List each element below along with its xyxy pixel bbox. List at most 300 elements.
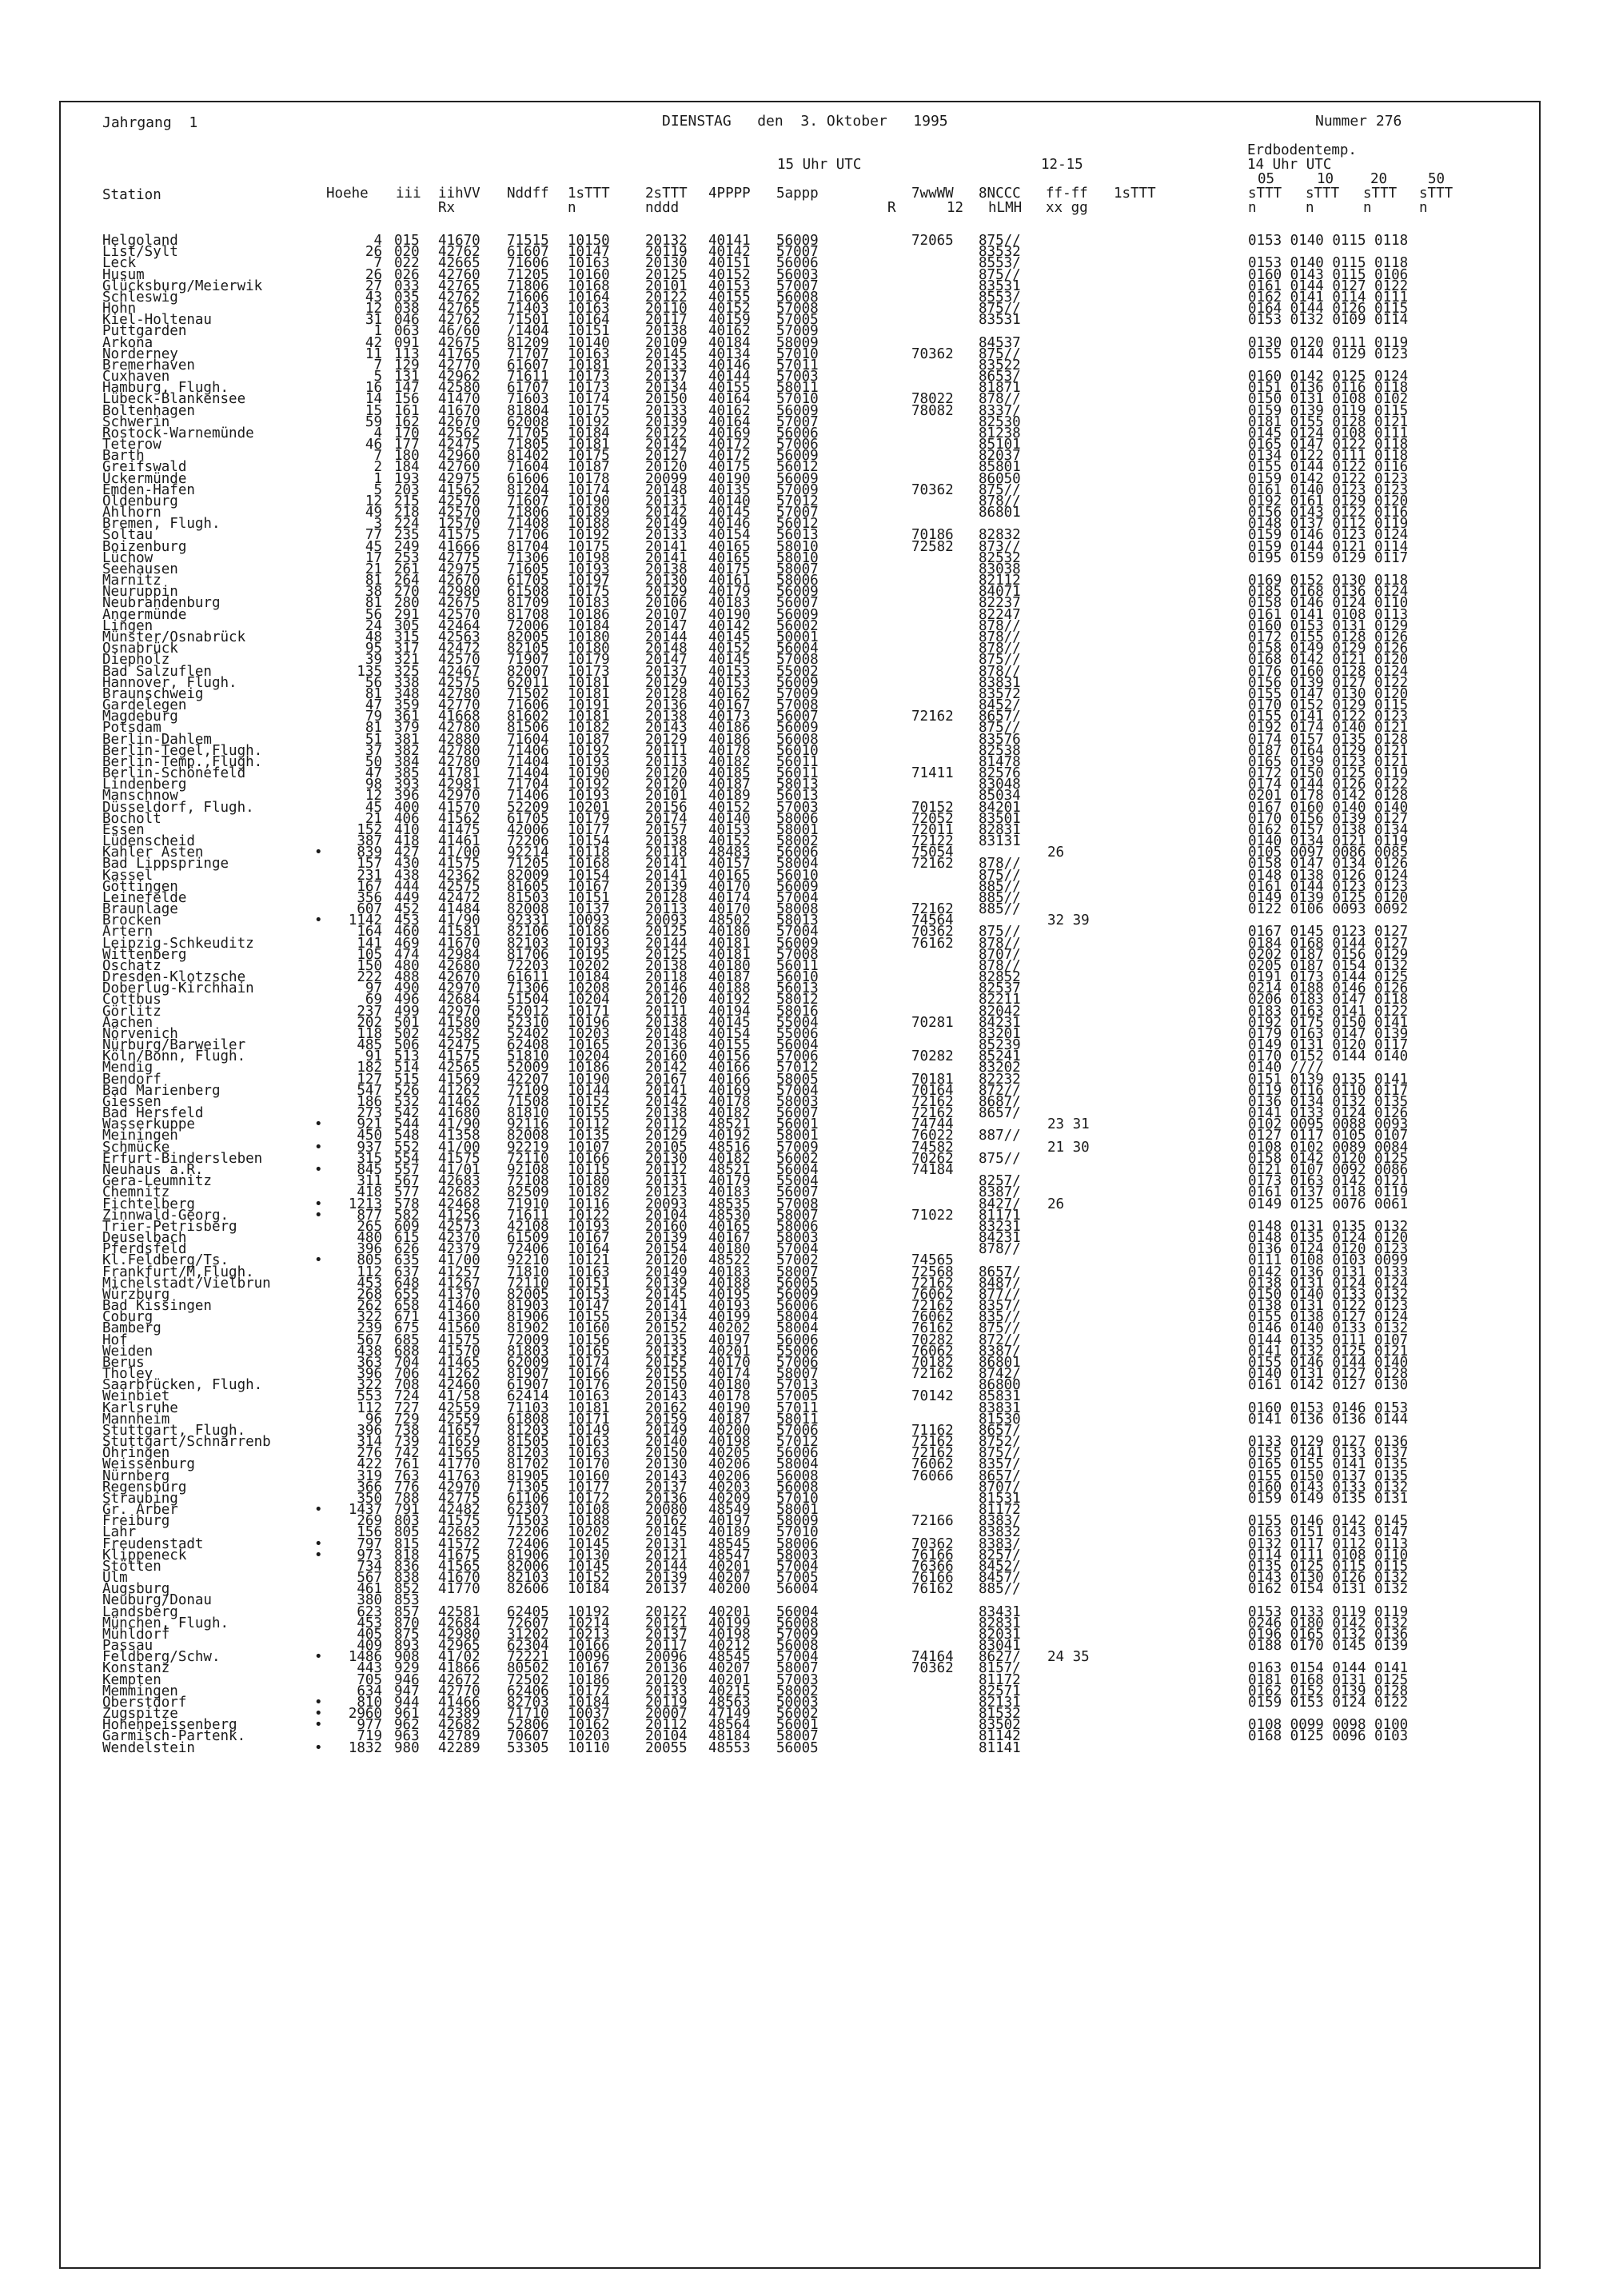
hoehe: 97: [365, 980, 382, 997]
group-8nccc: 82530: [979, 413, 1021, 430]
group-8nccc: 85239: [979, 1037, 1021, 1054]
soil-temps: 0141 0136 0136 0144: [1248, 1411, 1409, 1428]
depth-05: 05: [1258, 171, 1275, 187]
group-5appp: 57009: [776, 1139, 819, 1156]
iii: 026: [394, 266, 420, 283]
hoehe: 96: [365, 1411, 382, 1428]
iihvv: 42683: [438, 1173, 480, 1190]
group-4pppp: 40170: [708, 878, 751, 895]
soil-temps: 0149 0131 0120 0117: [1248, 1037, 1409, 1054]
group-1sttt: 10165: [568, 1037, 610, 1054]
nddff: 61808: [507, 1411, 549, 1428]
nddff: 71605: [507, 561, 549, 577]
group-2sttt: 20141: [645, 1082, 688, 1099]
iii: 946: [394, 1671, 420, 1688]
group-1sttt: 10181: [568, 709, 610, 725]
group-8nccc: 8627/: [979, 1649, 1021, 1666]
iihvv: 42780: [438, 720, 480, 737]
group-2sttt: 20145: [645, 345, 688, 362]
group-2sttt: 20119: [645, 1694, 688, 1711]
soil-temps: 0192 0174 0140 0121: [1248, 720, 1409, 737]
iihvv: 42770: [438, 697, 480, 713]
group-1sttt: 10163: [568, 1434, 610, 1450]
group-2sttt: 20132: [645, 233, 688, 249]
nddff: 82007: [507, 663, 549, 680]
nddff: 71205: [507, 856, 549, 872]
group-4pppp: 40182: [708, 1105, 751, 1122]
nddff: 61907: [507, 1377, 549, 1394]
iihvv: 42475: [438, 1037, 480, 1054]
group-4pppp: 40172: [708, 437, 751, 453]
nddff: 53305: [507, 1739, 549, 1756]
group-ffff: 32 39: [1047, 912, 1090, 929]
nddff: 62304: [507, 1638, 549, 1655]
station-name: Saarbrücken, Flugh.: [102, 1377, 263, 1394]
group-8nccc: 81172: [979, 1671, 1021, 1688]
group-8nccc: 875//: [979, 720, 1021, 737]
station-name: Lahr: [102, 1524, 137, 1541]
group-1sttt: 10190: [568, 1071, 610, 1088]
hoehe: 152: [357, 821, 382, 838]
group-4pppp: 48549: [708, 1502, 751, 1518]
group-5appp: 56007: [776, 709, 819, 725]
soil-temps: 0130 0120 0111 0119: [1248, 334, 1409, 351]
iii: 184: [394, 459, 420, 476]
station-name: Coburg: [102, 1309, 154, 1326]
group-7wwww: 70282: [911, 1048, 954, 1065]
hoehe: 567: [357, 1332, 382, 1348]
iihvv: 42780: [438, 685, 480, 702]
group-1sttt: 10192: [568, 413, 610, 430]
group-2sttt: 20142: [645, 1093, 688, 1110]
group-2sttt: 20150: [645, 1445, 688, 1462]
group-4pppp: 40152: [708, 641, 751, 657]
group-4pppp: 40187: [708, 777, 751, 793]
group-5appp: 56008: [776, 1479, 819, 1495]
group-8nccc: 81532: [979, 1706, 1021, 1723]
nddff: 92116: [507, 1116, 549, 1133]
station-name: Hof: [102, 1332, 128, 1348]
nddff: 81704: [507, 538, 549, 555]
nddff: 72110: [507, 1150, 549, 1167]
iii: 438: [394, 867, 420, 884]
group-8nccc: 83431: [979, 1603, 1021, 1620]
group-5appp: 57007: [776, 278, 819, 294]
soil-temps: 0163 0154 0144 0141: [1248, 1660, 1409, 1677]
soil-temps: 0160 0142 0125 0124: [1248, 369, 1409, 385]
hoehe: 634: [357, 1683, 382, 1699]
group-5appp: 56006: [776, 255, 819, 272]
group-5appp: 56001: [776, 1116, 819, 1133]
station-name: Dresden-Klotzsche: [102, 969, 246, 985]
soil-temps: 0158 0142 0120 0125: [1248, 1150, 1409, 1167]
group-1sttt: 10177: [568, 1479, 610, 1495]
group-4pppp: 48502: [708, 912, 751, 929]
soil-temps: 0195 0159 0129 0117: [1248, 549, 1409, 566]
iii: 980: [394, 1739, 420, 1756]
soil-temps: 0164 0144 0126 0115: [1248, 301, 1409, 317]
hoehe: 7: [373, 255, 382, 272]
group-2sttt: 20118: [645, 969, 688, 985]
iii: 315: [394, 629, 420, 645]
soil-temps: 0105 0097 0086 0085: [1248, 845, 1409, 861]
hoehe: 26: [365, 244, 382, 261]
group-4pppp: 40144: [708, 369, 751, 385]
soil-temps: 0119 0116 0110 0117: [1248, 1082, 1409, 1099]
iii: 544: [394, 1116, 420, 1133]
iihvv: 42684: [438, 1615, 480, 1631]
group-4pppp: 40167: [708, 697, 751, 713]
nddff: 71305: [507, 1479, 549, 1495]
group-7wwww: 72162: [911, 709, 954, 725]
group-4pppp: 40174: [708, 889, 751, 906]
soil-temps: 0160 0153 0146 0153: [1248, 1400, 1409, 1416]
group-5appp: 58009: [776, 1513, 819, 1530]
iihvv: 41575: [438, 527, 480, 544]
group-1sttt: 10147: [568, 244, 610, 261]
hoehe: 396: [357, 1241, 382, 1258]
hoehe: 49: [365, 505, 382, 521]
group-1sttt: 10192: [568, 527, 610, 544]
group-1sttt: 10150: [568, 233, 610, 249]
soil-temps: 0168 0125 0096 0103: [1248, 1728, 1409, 1745]
nddff: 62307: [507, 1502, 549, 1518]
nddff: 81506: [507, 720, 549, 737]
nddff: 81203: [507, 1422, 549, 1439]
iii: 235: [394, 527, 420, 544]
group-5appp: 57004: [776, 1241, 819, 1258]
iihvv: 42559: [438, 1411, 480, 1428]
group-5appp: 56009: [776, 674, 819, 691]
iii: 671: [394, 1309, 420, 1326]
hoehe: 42: [365, 334, 382, 351]
group-4pppp: 40174: [708, 1366, 751, 1382]
group-4pppp: 40165: [708, 549, 751, 566]
iihvv: 42575: [438, 674, 480, 691]
station-name: Hohn: [102, 301, 137, 317]
group-1sttt: 10184: [568, 425, 610, 441]
group-4pppp: 40135: [708, 481, 751, 498]
group-8nccc: 8657/: [979, 709, 1021, 725]
iii: 015: [394, 233, 420, 249]
nddff: 72206: [507, 833, 549, 849]
group-8nccc: 82538: [979, 742, 1021, 759]
group-4pppp: 40180: [708, 957, 751, 974]
nddff: 80502: [507, 1660, 549, 1677]
col-7wwww: 7wwWW: [911, 186, 954, 202]
group-8nccc: 83131: [979, 833, 1021, 849]
group-1sttt: 10186: [568, 1060, 610, 1076]
group-1sttt: 10188: [568, 1513, 610, 1530]
group-2sttt: 20109: [645, 334, 688, 351]
soil-temps: 0160 0143 0133 0132: [1248, 1479, 1409, 1495]
soil-temps: 0150 0131 0108 0102: [1248, 391, 1409, 408]
group-1sttt: 10093: [568, 912, 610, 929]
group-1sttt: 10156: [568, 1332, 610, 1348]
station-name: Öhringen: [102, 1445, 170, 1462]
soil-temps: 0161 0141 0108 0113: [1248, 606, 1409, 623]
station-name: Würzburg: [102, 1286, 170, 1303]
col-soil-sttt-2: sTTT: [1306, 186, 1340, 202]
group-7wwww: 72162: [911, 1366, 954, 1382]
group-5appp: 56002: [776, 1150, 819, 1167]
group-7wwww: 70186: [911, 527, 954, 544]
iii: 791: [394, 1502, 420, 1518]
group-1sttt: 10175: [568, 402, 610, 419]
nddff: 92214: [507, 845, 549, 861]
iihvv: 42970: [438, 1003, 480, 1020]
group-4pppp: 48545: [708, 1535, 751, 1552]
group-4pppp: 40178: [708, 1388, 751, 1405]
soil-temps: 0161 0140 0123 0123: [1248, 481, 1409, 498]
station-name: Bad Kissingen: [102, 1298, 212, 1314]
group-1sttt: 10112: [568, 1116, 610, 1133]
group-5appp: 57011: [776, 1400, 819, 1416]
group-7wwww: 70182: [911, 1354, 954, 1371]
group-4pppp: 40182: [708, 1150, 751, 1167]
group-2sttt: 20134: [645, 1309, 688, 1326]
group-8nccc: 82131: [979, 1694, 1021, 1711]
station-name: Oldenburg: [102, 493, 178, 509]
group-1sttt: 10186: [568, 1671, 610, 1688]
group-5appp: 56009: [776, 606, 819, 623]
iii: 264: [394, 573, 420, 589]
hoehe: 450: [357, 1128, 382, 1144]
station-name: Schleswig: [102, 289, 178, 305]
group-2sttt: 20147: [645, 652, 688, 669]
group-4pppp: 40198: [708, 1434, 751, 1450]
group-7wwww: 72166: [911, 1513, 954, 1530]
group-2sttt: 20157: [645, 821, 688, 838]
iihvv: 42570: [438, 493, 480, 509]
group-8nccc: 82112: [979, 573, 1021, 589]
group-2sttt: 20138: [645, 561, 688, 577]
group-1sttt: 10151: [568, 323, 610, 340]
station-name: Berlin-Dahlem: [102, 731, 212, 748]
hoehe: 167: [357, 878, 382, 895]
iihvv: 42760: [438, 459, 480, 476]
group-5appp: 58006: [776, 573, 819, 589]
group-1sttt: 10162: [568, 1717, 610, 1734]
group-1sttt: 10155: [568, 1309, 610, 1326]
group-7wwww: 76166: [911, 1547, 954, 1563]
group-1sttt: 10166: [568, 1366, 610, 1382]
iihvv: 42762: [438, 289, 480, 305]
group-7wwww: 70362: [911, 1535, 954, 1552]
group-1sttt: 10179: [568, 810, 610, 827]
group-4pppp: 40198: [708, 1626, 751, 1643]
group-5appp: 58004: [776, 856, 819, 872]
hoehe: 4: [373, 233, 382, 249]
hoehe: 12: [365, 493, 382, 509]
soil-temps: 0155 0150 0137 0135: [1248, 1467, 1409, 1484]
iii: 552: [394, 1139, 420, 1156]
iii: 020: [394, 244, 420, 261]
group-5appp: 57008: [776, 1196, 819, 1212]
group-8nccc: 875//: [979, 652, 1021, 669]
group-1sttt: 10154: [568, 833, 610, 849]
group-5appp: 56008: [776, 731, 819, 748]
station-name: Berlin-Temp.,Flugh.: [102, 753, 263, 770]
iii: 739: [394, 1434, 420, 1450]
group-7wwww: 72122: [911, 833, 954, 849]
nddff: 61707: [507, 380, 549, 397]
group-ffff: 21 30: [1047, 1139, 1090, 1156]
group-1sttt: 10037: [568, 1706, 610, 1723]
group-1sttt: 10172: [568, 1683, 610, 1699]
iihvv: 41670: [438, 935, 480, 952]
iii: 853: [394, 1592, 420, 1609]
group-4pppp: 40197: [708, 1513, 751, 1530]
nddff: 52012: [507, 1003, 549, 1020]
iii: 763: [394, 1467, 420, 1484]
soil-temps: 0167 0145 0123 0127: [1248, 924, 1409, 940]
iihvv: 41562: [438, 481, 480, 498]
nddff: 71606: [507, 697, 549, 713]
group-4pppp: 40142: [708, 244, 751, 261]
station-name: Trier-Petrisberg: [102, 1218, 237, 1235]
group-8nccc: 875//: [979, 1320, 1021, 1337]
soil-temps: 0159 0142 0122 0123: [1248, 470, 1409, 487]
iihvv: 42670: [438, 969, 480, 985]
group-8nccc: 83202: [979, 1060, 1021, 1076]
iii: 704: [394, 1354, 420, 1371]
group-4pppp: 40189: [708, 788, 751, 805]
soil-temps: 0122 0106 0093 0092: [1248, 901, 1409, 917]
group-5appp: 56013: [776, 527, 819, 544]
station-name: Magdeburg: [102, 709, 178, 725]
group-1sttt: 10164: [568, 312, 610, 329]
iii: 962: [394, 1717, 420, 1734]
group-4pppp: 40152: [708, 301, 751, 317]
nddff: 71603: [507, 391, 549, 408]
group-5appp: 56006: [776, 845, 819, 861]
group-1sttt: 10163: [568, 345, 610, 362]
group-5appp: 50001: [776, 629, 819, 645]
group-7wwww: 72162: [911, 1445, 954, 1462]
group-4pppp: 40166: [708, 1071, 751, 1088]
group-4pppp: 40170: [708, 1354, 751, 1371]
group-4pppp: 48521: [708, 1116, 751, 1133]
hoehe: 81: [365, 595, 382, 612]
group-2sttt: 20138: [645, 323, 688, 340]
iii: 224: [394, 516, 420, 533]
group-1sttt: 10196: [568, 1014, 610, 1031]
nddff: 72406: [507, 1535, 549, 1552]
iihvv: 42468: [438, 1196, 480, 1212]
station-name: Giessen: [102, 1093, 161, 1110]
group-5appp: 58005: [776, 1071, 819, 1088]
group-8nccc: 81171: [979, 1207, 1021, 1224]
station-name: Düsseldorf, Flugh.: [102, 799, 254, 816]
iihvv: 42682: [438, 1184, 480, 1201]
iii: 444: [394, 878, 420, 895]
soil-temps: 0108 0102 0089 0084: [1248, 1139, 1409, 1156]
mountain-marker: •: [314, 912, 323, 929]
group-8nccc: 878//: [979, 617, 1021, 634]
group-7wwww: 74565: [911, 1252, 954, 1269]
group-5appp: 57005: [776, 1388, 819, 1405]
hoehe: 14: [365, 391, 382, 408]
group-8nccc: 85831: [979, 1388, 1021, 1405]
iii: 180: [394, 448, 420, 465]
soil-temps: 0184 0168 0144 0127: [1248, 935, 1409, 952]
iii: 961: [394, 1706, 420, 1723]
group-2sttt: 20138: [645, 833, 688, 849]
group-2sttt: 20152: [645, 1320, 688, 1337]
group-2sttt: 20130: [645, 255, 688, 272]
nddff: 81209: [507, 334, 549, 351]
iii: 526: [394, 1082, 420, 1099]
group-4pppp: 40152: [708, 833, 751, 849]
iii: 857: [394, 1603, 420, 1620]
hoehe: 1437: [348, 1502, 382, 1518]
soil-temps: 0168 0142 0121 0120: [1248, 652, 1409, 669]
group-8nccc: 8653/: [979, 369, 1021, 385]
group-2sttt: 20150: [645, 1377, 688, 1394]
nddff: 72110: [507, 1275, 549, 1292]
group-8nccc: 8657/: [979, 1422, 1021, 1439]
group-2sttt: 20141: [645, 867, 688, 884]
nddff: 81605: [507, 878, 549, 895]
station-name: Klippeneck: [102, 1547, 187, 1563]
iihvv: 41570: [438, 799, 480, 816]
iii: 033: [394, 278, 420, 294]
iihvv: 42682: [438, 1717, 480, 1734]
hoehe: 45: [365, 538, 382, 555]
group-5appp: 58011: [776, 1411, 819, 1428]
iii: 944: [394, 1694, 420, 1711]
group-5appp: 56005: [776, 1739, 819, 1756]
col-2sttt: 2sTTT: [645, 186, 688, 202]
station-name: Hannover, Flugh.: [102, 674, 237, 691]
group-2sttt: 20137: [645, 1581, 688, 1598]
soil-temps: 0158 0147 0134 0126: [1248, 856, 1409, 872]
station-name: Boltenhagen: [102, 402, 195, 419]
group-1sttt: 10175: [568, 448, 610, 465]
hoehe: 2960: [348, 1706, 382, 1723]
group-2sttt: 20121: [645, 1547, 688, 1563]
soil-temps: 0162 0141 0114 0111: [1248, 289, 1409, 305]
group-4pppp: 40164: [708, 391, 751, 408]
group-4pppp: 40166: [708, 1060, 751, 1076]
iii: 430: [394, 856, 420, 872]
hoehe: 438: [357, 1343, 382, 1360]
group-5appp: 56002: [776, 617, 819, 634]
nddff: 70607: [507, 1728, 549, 1745]
group-1sttt: 10193: [568, 1218, 610, 1235]
station-name: Regensburg: [102, 1479, 187, 1495]
group-2sttt: 20141: [645, 538, 688, 555]
group-2sttt: 20130: [645, 1150, 688, 1167]
soil-temps: 0146 0140 0133 0132: [1248, 1320, 1409, 1337]
group-8nccc: 84231: [979, 1014, 1021, 1031]
hoehe: 409: [357, 1638, 382, 1655]
hoehe: 21: [365, 810, 382, 827]
group-2sttt: 20099: [645, 470, 688, 487]
station-name: Nörvenich: [102, 1025, 178, 1042]
group-5appp: 56011: [776, 957, 819, 974]
group-2sttt: 20055: [645, 1739, 688, 1756]
hoehe: 262: [357, 1298, 382, 1314]
station-name: Deuselbach: [102, 1230, 187, 1246]
group-8nccc: 81871: [979, 380, 1021, 397]
group-2sttt: 20130: [645, 573, 688, 589]
group-4pppp: 40151: [708, 255, 751, 272]
group-5appp: 57010: [776, 1524, 819, 1541]
group-4pppp: 40201: [708, 1343, 751, 1360]
station-name: Zinnwald-Georg.: [102, 1207, 229, 1224]
